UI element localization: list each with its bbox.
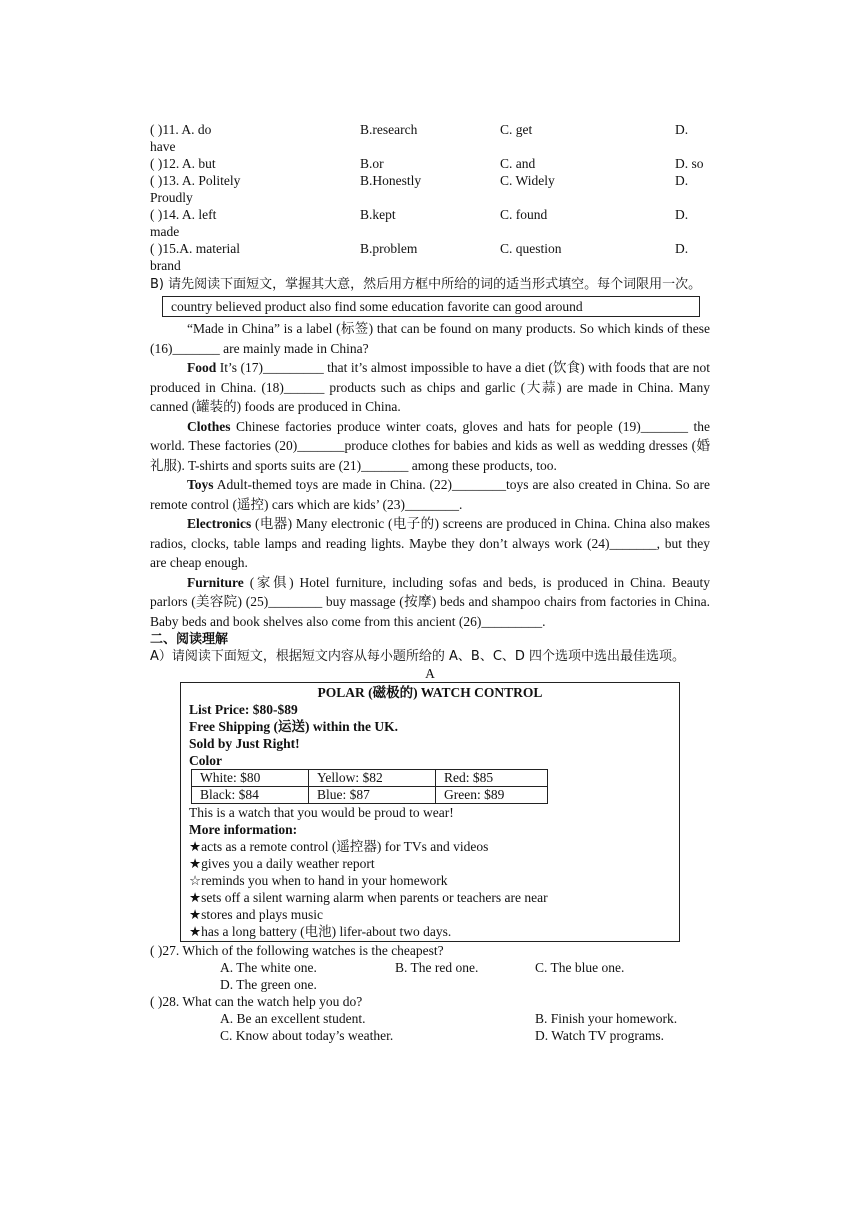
mc-question-11 xyxy=(150,121,710,155)
option-c: C. question xyxy=(500,241,562,256)
reading-instruction: A）请阅读下面短文，根据短文内容从每小题所给的 A、B、C、D 四个选项中选出最佳选项。 xyxy=(150,649,686,664)
section-title: 二、阅读理解 xyxy=(150,632,229,647)
electronics-text: (电器) Many electronic (电子的) screens are produced in China. China also makes radios, clocks, table lamps and reading lights. Maybe they don’t always work (24)_______, but they are cheap enough. xyxy=(150,516,710,570)
option-a: A. The white one. xyxy=(220,960,317,975)
mc-question-12 xyxy=(150,155,710,172)
ad-title: POLAR (磁极的) WATCH CONTROL xyxy=(317,685,543,700)
food-heading: Food xyxy=(187,360,217,375)
more-info-heading: More information: xyxy=(189,822,298,837)
option-a: ( )12. A. but xyxy=(150,156,216,171)
clothes-heading: Clothes xyxy=(187,418,231,434)
passage-furniture xyxy=(150,573,710,632)
food-text: It’s (17)_________ that it’s almost impossible to have a diet (饮食) with foods that are not produced in China. (18)______ products such as chips and garlic (大蒜) are made in China. Many canned (罐装的) foods are produced in China. xyxy=(150,360,710,414)
option-d: D. so xyxy=(675,156,704,171)
option-d: D. xyxy=(675,173,689,188)
option-b: B.or xyxy=(360,156,384,171)
word-box: country believed product also find some education favorite can good around xyxy=(162,296,700,317)
sold-by: Sold by Just Right! xyxy=(189,736,300,751)
passage-clothes xyxy=(150,417,710,476)
question-stem: ( )27. Which of the following watches is the cheapest? xyxy=(150,943,444,958)
mc-question-14 xyxy=(150,206,710,240)
option-d-wrap: have xyxy=(150,139,176,154)
furniture-heading: Furniture xyxy=(187,574,244,590)
clothes-text: Chinese factories produce winter coats, gloves and hats for people (19)_______ the world. These factories (20)_______produce clothes for babies and kids as well as wedding dresses (婚礼服). T-shirts and sports suits are (21)_______ among these products, too. xyxy=(150,418,710,473)
table-cell: White: $80 xyxy=(192,770,309,787)
option-b: B.kept xyxy=(360,207,396,222)
option-c: C. The blue one. xyxy=(535,960,625,975)
feature-item: ★stores and plays music xyxy=(189,907,323,922)
option-a: A. Be an excellent student. xyxy=(220,1011,366,1026)
option-d-wrap: made xyxy=(150,224,180,239)
option-c: C. Know about today’s weather. xyxy=(220,1028,394,1043)
option-d: D. xyxy=(675,207,689,222)
list-price: List Price: $80-$89 xyxy=(189,702,298,717)
passage-electronics xyxy=(150,514,710,573)
passage-intro: “Made in China” is a label (标签) that can be found on many products. So which kinds of these (16)_______ are mainly made in China? xyxy=(150,321,710,356)
option-d: D. xyxy=(675,122,689,137)
option-d-wrap: Proudly xyxy=(150,190,193,205)
color-label: Color xyxy=(189,753,222,768)
electronics-heading: Electronics xyxy=(187,516,252,531)
worksheet-page xyxy=(150,121,710,1044)
proud-line: This is a watch that you would be proud to wear! xyxy=(189,805,454,820)
table-row xyxy=(192,787,548,804)
toys-heading: Toys xyxy=(187,477,214,492)
table-cell: Blue: $87 xyxy=(309,787,436,804)
toys-text: Adult-themed toys are made in China. (22)________toys are also created in China. So are remote control (遥控) cars which are kids’ (23)________. xyxy=(150,477,710,512)
feature-item: ★gives you a daily weather report xyxy=(189,856,375,871)
option-d: D. The green one. xyxy=(220,977,317,992)
watch-ad-box xyxy=(180,682,680,942)
feature-item: ★acts as a remote control (遥控器) for TVs and videos xyxy=(189,839,489,854)
table-row xyxy=(192,770,548,787)
question-28 xyxy=(150,993,710,1044)
option-a: ( )13. A. Politely xyxy=(150,173,241,188)
free-shipping: Free Shipping (运送) within the UK. xyxy=(189,719,399,734)
passage-label: A xyxy=(425,666,435,681)
option-c: C. Widely xyxy=(500,173,555,188)
option-b: B.Honestly xyxy=(360,173,422,188)
option-d: D. xyxy=(675,241,689,256)
option-a: ( )15.A. material xyxy=(150,241,240,256)
part-b-instruction: B) 请先阅读下面短文，掌握其大意，然后用方框中所给的词的适当形式填空。每个词限用一次。 xyxy=(150,277,702,292)
table-cell: Red: $85 xyxy=(436,770,548,787)
option-c: C. get xyxy=(500,122,533,137)
option-b: B. Finish your homework. xyxy=(535,1011,678,1026)
table-cell: Green: $89 xyxy=(436,787,548,804)
table-cell: Black: $84 xyxy=(192,787,309,804)
question-27 xyxy=(150,942,710,993)
option-a: ( )11. A. do xyxy=(150,122,212,137)
furniture-text: (家俱) Hotel furniture, including sofas and beds, is produced in China. Beauty parlors (美容院) (25)________ buy massage (按摩) beds and shampoo chairs from factories in China. Baby beds and book shelves also come from this ancient (26)_________. xyxy=(150,574,710,629)
option-c: C. and xyxy=(500,156,536,171)
option-b: B.research xyxy=(360,122,418,137)
feature-item: ☆reminds you when to hand in your homework xyxy=(189,873,448,888)
option-c: C. found xyxy=(500,207,548,222)
option-d-wrap: brand xyxy=(150,258,181,273)
feature-item: ★sets off a silent warning alarm when parents or teachers are near xyxy=(189,890,548,905)
passage-toys xyxy=(150,475,710,514)
table-cell: Yellow: $82 xyxy=(309,770,436,787)
question-stem: ( )28. What can the watch help you do? xyxy=(150,994,363,1009)
color-price-table xyxy=(191,769,548,804)
passage-food xyxy=(150,358,710,417)
option-b: B.problem xyxy=(360,241,418,256)
option-a: ( )14. A. left xyxy=(150,207,217,222)
feature-item: ★has a long battery (电池) lifer-about two days. xyxy=(189,924,452,939)
mc-question-13 xyxy=(150,172,710,206)
mc-question-15 xyxy=(150,240,710,274)
option-d: D. Watch TV programs. xyxy=(535,1028,665,1043)
option-b: B. The red one. xyxy=(395,960,479,975)
